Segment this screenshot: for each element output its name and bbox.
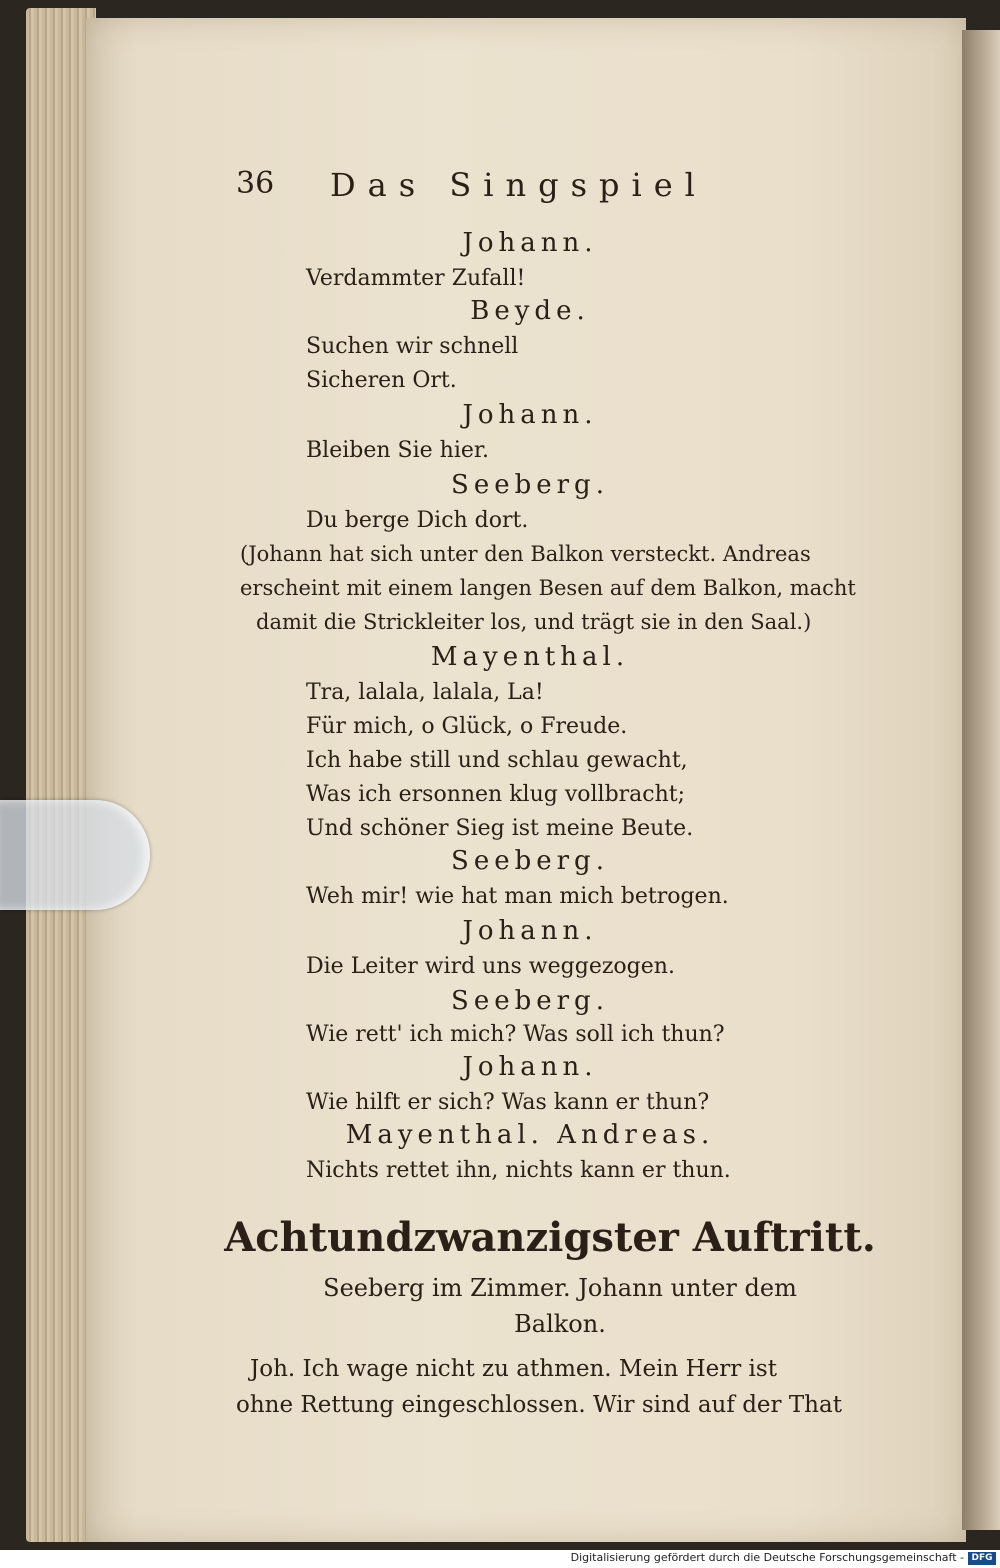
dfg-logo-icon: DFG [968,1552,996,1565]
verse-line: Sicheren Ort. [306,368,457,393]
prose-line: ohne Rettung eingeschlossen. Wir sind auf der That [236,1392,842,1418]
speaker-label: Johann. [462,916,598,946]
scene-heading: Achtundzwanzigster Auftritt. [224,1214,876,1261]
scanner-clip [0,800,150,910]
verse-line: Weh mir! wie hat man mich betrogen. [306,884,729,909]
verse-line: Ich habe still und schlau gewacht, [306,748,688,773]
page-number: 36 [236,166,275,201]
speaker-label: Seeberg. [451,470,609,500]
verse-line: Du berge Dich dort. [306,508,529,533]
speaker-label: Johann. [462,1052,598,1082]
speaker-label: Seeberg. [451,846,609,876]
stage-direction: erscheint mit einem langen Besen auf dem Balkon, macht [240,576,856,600]
verse-line: Tra, lalala, lalala, La! [306,680,544,705]
stage-direction: (Johann hat sich unter den Balkon versteckt. Andreas [240,542,811,566]
verse-line: Bleiben Sie hier. [306,438,489,463]
verse-line: Nichts rettet ihn, nichts kann er thun. [306,1158,731,1183]
funding-credit: Digitalisierung gefördert durch die Deutsche Forschungsgemeinschaft - [570,1551,964,1564]
speaker-label: Mayenthal. Andreas. [345,1120,715,1150]
stage-direction: damit die Strickleiter los, und trägt sie in den Saal.) [256,610,812,634]
scene-description: Seeberg im Zimmer. Johann unter dem [323,1274,797,1302]
speaker-label: Johann. [462,400,598,430]
prose-line: Joh. Ich wage nicht zu athmen. Mein Herr ist [250,1356,777,1382]
verse-line: Und schöner Sieg ist meine Beute. [306,816,694,841]
verse-line: Wie hilft er sich? Was kann er thun? [306,1090,710,1115]
speaker-label: Seeberg. [451,986,609,1016]
facing-page-edge [962,30,1000,1530]
verse-line: Die Leiter wird uns weggezogen. [306,954,675,979]
verse-line: Was ich ersonnen klug vollbracht; [306,782,686,807]
verse-line: Verdammter Zufall! [306,266,526,291]
verse-line: Suchen wir schnell [306,334,519,359]
speaker-label: Beyde. [470,296,590,326]
speaker-label: Mayenthal. [430,642,630,672]
running-title: Das Singspiel [330,166,707,204]
speaker-label: Johann. [462,228,598,258]
verse-line: Wie rett' ich mich? Was soll ich thun? [306,1022,725,1047]
verse-line: Für mich, o Glück, o Freude. [306,714,628,739]
scene-description: Balkon. [514,1310,606,1338]
